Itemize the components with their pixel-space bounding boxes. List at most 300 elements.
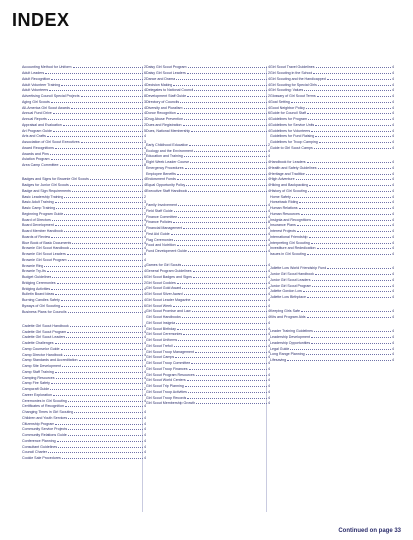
dot-leader: [311, 239, 391, 243]
dot-leader: [187, 70, 267, 74]
index-entry-text: Health and Safety Guidelines: [270, 165, 317, 170]
index-entry-text: Byways of Girl Scouting: [22, 303, 60, 308]
index-entry-text: Ceremonies in Girl Scouting: [22, 398, 67, 403]
dot-leader: [177, 279, 267, 283]
page-title: INDEX: [12, 10, 70, 30]
index-entry-text: Human Relations: [270, 206, 298, 211]
dot-leader: [61, 346, 143, 350]
index-page-number: 4: [144, 240, 146, 245]
dot-leader: [306, 351, 391, 355]
index-entry-text: Beginning Program Guide: [22, 211, 64, 216]
index-page-number: 3: [144, 200, 146, 205]
index-page-number: 4: [392, 217, 394, 222]
dot-leader: [183, 331, 266, 335]
index-page-number: 6: [144, 71, 146, 76]
index-entry-text: Brownie Girl Scout Program: [22, 257, 67, 262]
index-group: [270, 308, 394, 320]
index-entry-text: Goal Setting: [270, 99, 290, 104]
index-entry-text: Camping Resources: [22, 375, 55, 380]
dot-leader: [306, 104, 391, 108]
dot-leader: [312, 216, 390, 220]
dot-leader: [68, 415, 142, 419]
index-page-number: 8: [144, 163, 146, 168]
index-page-number: 4: [144, 217, 146, 222]
index-entry-text: Association of Girl Scout Executives: [22, 140, 80, 145]
index-entry-text: Accounting Method for Uniform: [22, 65, 72, 70]
dot-leader: [90, 176, 143, 180]
index-page-number: 2: [144, 151, 146, 156]
dot-leader: [304, 87, 390, 91]
index-entry-text: Hiking and Backpacking: [270, 183, 309, 188]
dot-leader: [309, 182, 390, 186]
index-entry-text: Award Recognitions: [22, 145, 54, 150]
index-entry-text: Girl Scout Troop Records: [146, 395, 187, 400]
index-entry: [146, 188, 270, 194]
index-entry-text: Daisy Girl Scout Leaders: [146, 71, 186, 76]
dot-leader: [45, 70, 142, 74]
index-page-number: 4: [144, 82, 146, 87]
dot-leader: [81, 93, 143, 97]
index-entry-text: Girl Scouting: Values: [270, 88, 304, 93]
dot-leader: [64, 211, 142, 215]
index-entry-text: Budget Guidelines: [22, 275, 52, 280]
dot-leader: [70, 323, 143, 327]
index-entry-text: Girl Scout Troop Activities: [146, 389, 187, 394]
index-entry-text: Delegates to National Council: [146, 88, 194, 93]
dot-leader: [64, 351, 143, 355]
index-page-number: 4: [144, 298, 146, 303]
dot-leader: [47, 268, 143, 272]
dot-leader: [183, 225, 266, 229]
dot-leader: [188, 389, 267, 393]
index-entry-text: Brownie Try-Its: [22, 269, 46, 274]
index-page-number: 4: [392, 82, 394, 87]
index-group: [22, 323, 146, 461]
dot-leader: [287, 357, 390, 361]
index-entry-text: Badge and Sign Requirements: [22, 188, 71, 193]
index-page-number: 4: [144, 257, 146, 262]
index-entry-text: Girl Scout Camps: [146, 355, 175, 360]
index-entry-text: Girl Scout Cookies: [146, 280, 176, 285]
dot-leader: [318, 81, 391, 85]
index-entry-text: Cadette Challenges: [22, 341, 54, 346]
index-page-number: 4: [268, 286, 270, 291]
dot-leader: [318, 165, 391, 169]
index-entry-text: High Adventure: [270, 177, 295, 182]
index-page-number: 4: [392, 94, 394, 99]
dot-leader: [175, 354, 266, 358]
index-entry-text: Long Range Planning: [270, 352, 305, 357]
index-page-number: 4: [268, 231, 270, 236]
index-entry-text: Insignia and Recognitions: [270, 217, 312, 222]
dot-leader: [48, 449, 143, 453]
index-entry-text: Juliette Low Birthplace: [270, 295, 306, 300]
index-page-number: 4: [268, 349, 270, 354]
dot-leader: [47, 133, 143, 137]
dot-leader: [65, 403, 143, 407]
index-page-number: 4: [268, 208, 270, 213]
dot-leader: [315, 271, 391, 275]
dot-leader: [62, 363, 143, 367]
index-entry-text: Dance and Drama: [146, 76, 176, 81]
index-group: [146, 142, 270, 194]
index-entry-text: Guide to Girl Scout Camps: [270, 145, 313, 150]
index-entry-text: Handbook for Leaders: [270, 160, 306, 165]
index-entry-text: Appraisal and Evaluation: [22, 122, 62, 127]
dot-leader: [176, 76, 266, 80]
index-page-number: 4: [392, 352, 394, 357]
dot-leader: [73, 64, 143, 68]
dot-leader: [51, 380, 143, 384]
index-entry: [22, 455, 146, 461]
dot-leader: [192, 308, 267, 312]
index-page-number: 4: [268, 280, 270, 285]
dot-leader: [55, 199, 143, 203]
index-entry-text: Adult Leaders: [22, 71, 45, 76]
index-entry-text: Bulletin Board Ideas: [22, 292, 55, 297]
dot-leader: [311, 340, 390, 344]
index-entry-text: Girl Scout Week: [146, 303, 172, 308]
index-page-number: 4: [392, 246, 394, 251]
index-page-number: 4: [144, 188, 146, 193]
index-page-number: 4: [144, 177, 146, 182]
index-entry-text: Lifesaving: [270, 358, 287, 363]
index-entry-text: Board Development: [22, 223, 54, 228]
index-entry-text: Junior Girl Scout Leaders: [270, 277, 311, 282]
index-entry-text: Annual Reports: [22, 117, 47, 122]
dot-leader: [184, 116, 267, 120]
index-entry-text: Badges and Signs for Brownie Girl Scouts: [22, 177, 89, 182]
index-entry-text: Cadette Girl Scout Leaders: [22, 335, 66, 340]
index-entry-text: Employee Benefits: [146, 171, 176, 176]
index-entry-text: Burning Candles Safety: [22, 298, 60, 303]
index-entry-text: Junior Girl Scout Program: [270, 283, 312, 288]
dot-leader: [66, 334, 142, 338]
dot-leader: [68, 426, 142, 430]
dot-leader: [315, 133, 390, 137]
dot-leader: [55, 420, 142, 424]
index-entry-text: Girl Scout Insignia: [146, 320, 176, 325]
dot-leader: [186, 182, 266, 186]
index-page-number: 4: [144, 381, 146, 386]
dot-leader: [317, 93, 391, 97]
dot-leader: [319, 139, 391, 143]
index-page-number: 4: [392, 358, 394, 363]
dot-leader: [299, 205, 391, 209]
dot-leader: [68, 397, 143, 401]
index-column-1: [22, 64, 146, 514]
index-entry-text: Area Camp Committee: [22, 163, 59, 168]
dot-leader: [182, 262, 266, 266]
index-page-number: 4: [144, 134, 146, 139]
index-entry-text: Basic Leadership Training: [22, 194, 64, 199]
index-page-number: 6: [144, 275, 146, 280]
dot-leader: [188, 64, 267, 68]
index-page-number: 4: [144, 364, 146, 369]
index-page-number: 4: [392, 111, 394, 116]
index-page-number: 4: [392, 315, 394, 320]
index-entry: [268, 357, 394, 366]
index-page-number: 4: [268, 361, 270, 366]
index-entry-text: Emergency Procedures: [146, 165, 184, 170]
dot-leader: [312, 282, 390, 286]
index-entry: [22, 162, 146, 168]
dot-leader: [64, 228, 142, 232]
index-page-number: 4: [392, 283, 394, 288]
index-page-number: 4: [392, 140, 394, 145]
index-entry-text: Eight Week Leader Course: [146, 160, 190, 165]
dot-leader: [297, 228, 391, 232]
dot-leader: [177, 110, 267, 114]
index-page-number: 4: [144, 410, 146, 415]
index-entry: [144, 248, 270, 257]
dot-leader: [74, 409, 142, 413]
dot-leader: [63, 122, 143, 126]
index-entry-text: Board of Directors: [22, 217, 51, 222]
index-page-number: 4: [392, 165, 394, 170]
index-page-number: 2: [144, 122, 146, 127]
index-page-number: 4: [392, 160, 394, 165]
index-entry-text: Girl Scouting and the Handicapped: [270, 76, 326, 81]
index-column-2: [146, 64, 270, 514]
dot-leader: [190, 159, 266, 163]
index-page-number: 4: [392, 329, 394, 334]
index-page-number: 3: [144, 99, 146, 104]
index-entry: [270, 251, 394, 257]
index-entry-text: Endowment Funds: [146, 177, 176, 182]
index-page-number: 4: [144, 427, 146, 432]
index-entry-text: Girl Scout Membership Growth: [146, 401, 196, 406]
dot-leader: [303, 288, 391, 292]
index-entry-text: Badges for Junior Girl Scouts: [22, 183, 69, 188]
index-page-number: 4: [268, 177, 270, 182]
dot-leader: [291, 99, 391, 103]
index-page-number: 4: [268, 320, 270, 325]
dot-leader: [317, 245, 391, 249]
index-entry-text: Early Childhood Education: [146, 142, 189, 147]
index-entry-text: Fund Development Guide: [146, 249, 187, 254]
index-page-number: 4: [144, 456, 146, 461]
index-entry-text: Girl Scout Badges and Signs: [146, 274, 192, 279]
index-page-number: 4: [268, 384, 270, 389]
index-entry-text: Aviation Program: [22, 157, 50, 162]
index-page-number: 4: [392, 71, 394, 76]
dot-leader: [55, 291, 142, 295]
index-page-number: 4: [268, 183, 270, 188]
dot-leader: [52, 274, 142, 278]
index-page-number: 4: [392, 76, 394, 81]
index-page-number: 4: [392, 134, 394, 139]
index-entry-text: Keeping Girls Safe: [270, 309, 300, 314]
index-page-number: 4: [268, 315, 270, 320]
index-entry: [144, 400, 270, 409]
index-entry-text: Girl Scout Trefoil: [146, 343, 173, 348]
index-page-number: 2: [144, 194, 146, 199]
index-page-number: 4: [144, 263, 146, 268]
index-entry-text: Dues, National Membership: [146, 128, 191, 133]
index-entry-text: Camp Staff Training: [22, 369, 54, 374]
index-entry-text: Guidelines for Fund Raising: [270, 134, 315, 139]
index-entry-text: Guidelines for Volunteers: [270, 128, 311, 133]
index-page-number: 4: [144, 145, 146, 150]
index-page-number: 4: [392, 335, 394, 340]
index-page-number: 4: [144, 450, 146, 455]
dot-leader: [51, 234, 142, 238]
dot-leader: [173, 81, 266, 85]
index-page-number: 4: [268, 82, 270, 87]
index-page-number: 8: [144, 94, 146, 99]
index-page-number: 4: [144, 105, 146, 110]
dot-leader: [311, 127, 390, 131]
index-entry-text: Girl Scout Trip Planning: [146, 384, 184, 389]
index-entry-text: Girl Scout Birthday: [146, 326, 176, 331]
dot-leader: [195, 348, 267, 352]
index-page-number: 4: [268, 122, 270, 127]
dot-leader: [51, 76, 142, 80]
dot-leader: [327, 265, 390, 269]
index-page-number: 3: [144, 117, 146, 122]
index-entry-text: Brownie Girl Scout Leaders: [22, 252, 66, 257]
index-entry-text: Finance Policies: [146, 220, 173, 225]
index-entry-text: Cadette Girl Scout Handbook: [22, 323, 69, 328]
dot-leader: [70, 182, 143, 186]
dot-leader: [55, 222, 143, 226]
index-page-number: 4: [144, 309, 146, 314]
dot-leader: [187, 93, 266, 97]
index-entry-text: Leadership Opportunities: [270, 340, 311, 345]
index-page-number: 4: [392, 252, 394, 257]
index-page-number: 4: [144, 234, 146, 239]
index-entry-text: Children and Youth Services: [22, 415, 68, 420]
dot-leader: [184, 104, 267, 108]
index-entry: [270, 314, 394, 320]
index-page-number: 4: [392, 277, 394, 282]
index-page-number: 3: [144, 140, 146, 145]
dot-leader: [196, 400, 266, 404]
index-entry-text: Boards of Review: [22, 234, 51, 239]
dot-leader: [313, 70, 390, 74]
index-page-number: 4: [268, 366, 270, 371]
index-entry-text: Glossary of Girl Scout Terms: [270, 94, 316, 99]
index-entry-text: Girl Scout Gold Award: [146, 286, 182, 291]
dot-leader: [312, 277, 391, 281]
index-page-number: 4: [144, 415, 146, 420]
index-entry-text: Investiture and Rededication: [270, 246, 316, 251]
index-page-number: 4: [144, 352, 146, 357]
index-page-number: 4: [268, 99, 270, 104]
dot-leader: [188, 248, 267, 252]
index-page-number: 4: [144, 421, 146, 426]
dot-leader: [194, 87, 266, 91]
dot-leader: [57, 438, 143, 442]
index-entry-text: Human Resources: [270, 211, 300, 216]
dot-leader: [187, 377, 267, 381]
dot-leader: [184, 153, 267, 157]
index-entry-text: Changing Times in Girl Scouting: [22, 410, 74, 415]
index-entry-text: Girl Scout Uniforms: [146, 338, 178, 343]
dot-leader: [296, 176, 391, 180]
dot-leader: [53, 392, 143, 396]
index-entry: [146, 127, 270, 133]
index-entry-text: Brownie Ring: [22, 263, 44, 268]
index-page-number: 4: [268, 395, 270, 400]
dot-leader: [177, 242, 267, 246]
index-entry-text: Insurance Plans: [270, 223, 296, 228]
dot-leader: [52, 216, 143, 220]
dot-leader: [67, 328, 142, 332]
index-page-number: 4: [392, 188, 394, 193]
dot-leader: [183, 122, 267, 126]
index-page-number: 4: [268, 303, 270, 308]
index-page-number: 4: [268, 378, 270, 383]
dot-leader: [68, 257, 143, 261]
dot-leader: [173, 302, 267, 306]
index-entry-text: Cookie Sale Procedures: [22, 456, 61, 461]
index-group: [270, 159, 394, 257]
index-entry-text: First Aid Guide: [146, 231, 170, 236]
index-page-number: 4: [392, 289, 394, 294]
dot-leader: [176, 320, 266, 324]
index-page-number: 4: [392, 88, 394, 93]
index-entry-text: Girl Scout Silver Award: [146, 292, 183, 297]
index-entry-text: Good Neighbor Policy: [270, 105, 305, 110]
index-page-number: 4: [268, 76, 270, 81]
dot-leader: [308, 116, 391, 120]
index-page-number: 4: [144, 404, 146, 409]
index-page-number: 4: [144, 246, 146, 251]
index-page-number: 4: [268, 263, 270, 268]
index-page-number: 4: [392, 105, 394, 110]
dot-leader: [185, 383, 267, 387]
index-page-number: 5: [144, 128, 146, 133]
index-entry-text: Adult Volunteer Training: [22, 82, 61, 87]
index-entry-text: Board Member Handbook: [22, 229, 64, 234]
index-page-number: 4: [268, 171, 270, 176]
index-entry-text: Community Service Projects: [22, 427, 68, 432]
dot-leader: [61, 297, 143, 301]
index-page-number: 4: [392, 309, 394, 314]
index-entry-text: Camp Site Development: [22, 364, 61, 369]
index-page-number: 4: [144, 433, 146, 438]
index-page-number: 4: [144, 438, 146, 443]
dot-leader: [306, 170, 390, 174]
index-page-number: 4: [144, 286, 146, 291]
index-entry-text: International Friendship: [270, 234, 308, 239]
index-entry-text: Art Program Guide: [22, 128, 52, 133]
index-entry-text: Decision Making: [146, 82, 173, 87]
index-page-number: 4: [268, 332, 270, 337]
index-entry-text: Drug Abuse Prevention: [146, 117, 183, 122]
index-entry-text: Certificates of Recognition: [22, 404, 64, 409]
index-entry-text: Adult Volunteers: [22, 88, 49, 93]
index-entry-text: Girl Scout Promise and Law: [146, 309, 191, 314]
index-entry-text: Leadership Development: [270, 335, 310, 340]
dot-leader: [56, 374, 143, 378]
index-page-number: 4: [268, 148, 270, 153]
index-page-number: 2: [268, 71, 270, 76]
dot-leader: [315, 122, 390, 126]
index-page-number: 4: [144, 335, 146, 340]
dot-leader: [72, 188, 143, 192]
index-page-number: 4: [144, 111, 146, 116]
index-page-number: 4: [392, 266, 394, 271]
dot-leader: [51, 285, 142, 289]
index-entry-text: Cadette Girl Scout Program: [22, 329, 67, 334]
index-page-number: 2: [144, 206, 146, 211]
index-page-number: 4: [144, 183, 146, 188]
index-page-number: 2: [268, 142, 270, 147]
index-page-number: 4: [268, 165, 270, 170]
